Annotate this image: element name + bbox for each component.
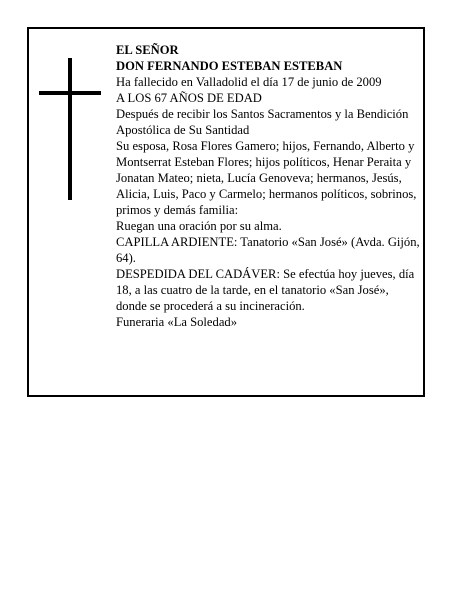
sacraments-text: Después de recibir los Santos Sacramentos y la Bendición Apostólica de Su Santidad — [116, 107, 409, 137]
obituary-text — [116, 42, 421, 330]
obituary-notice — [27, 27, 425, 397]
deceased-name: DON FERNANDO ESTEBAN ESTEBAN — [116, 59, 343, 73]
death-info: Ha fallecido en Valladolid el día 17 de junio de 2009 — [116, 75, 382, 89]
cross-vertical-bar — [68, 58, 72, 200]
farewell-info: DESPEDIDA DEL CADÁVER: Se efectúa hoy jueves, día 18, a las cuatro de la tarde, en el tanatorio «San José», donde se procederá a su incineración. — [116, 267, 415, 313]
chapel-info: CAPILLA ARDIENTE: Tanatorio «San José» (Avda. Gijón, 64). — [116, 235, 420, 265]
cross-horizontal-bar — [39, 91, 101, 95]
funeral-home: Funeraria «La Soledad» — [116, 315, 237, 329]
cross-icon — [39, 58, 101, 200]
deceased-title: EL SEÑOR — [116, 43, 179, 57]
age-at-death: A LOS 67 AÑOS DE EDAD — [116, 91, 262, 105]
family-list: Su esposa, Rosa Flores Gamero; hijos, Fernando, Alberto y Montserrat Esteban Flores; hijos políticos, Henar Peraita y Jonatan Mateo; nieta, Lucía Genoveva; hermanos, Jesús, Alicia, Luis, Paco y Carmelo; hermanos políticos, sobrinos, primos y demás familia: — [116, 139, 417, 217]
prayer-request: Ruegan una oración por su alma. — [116, 219, 282, 233]
